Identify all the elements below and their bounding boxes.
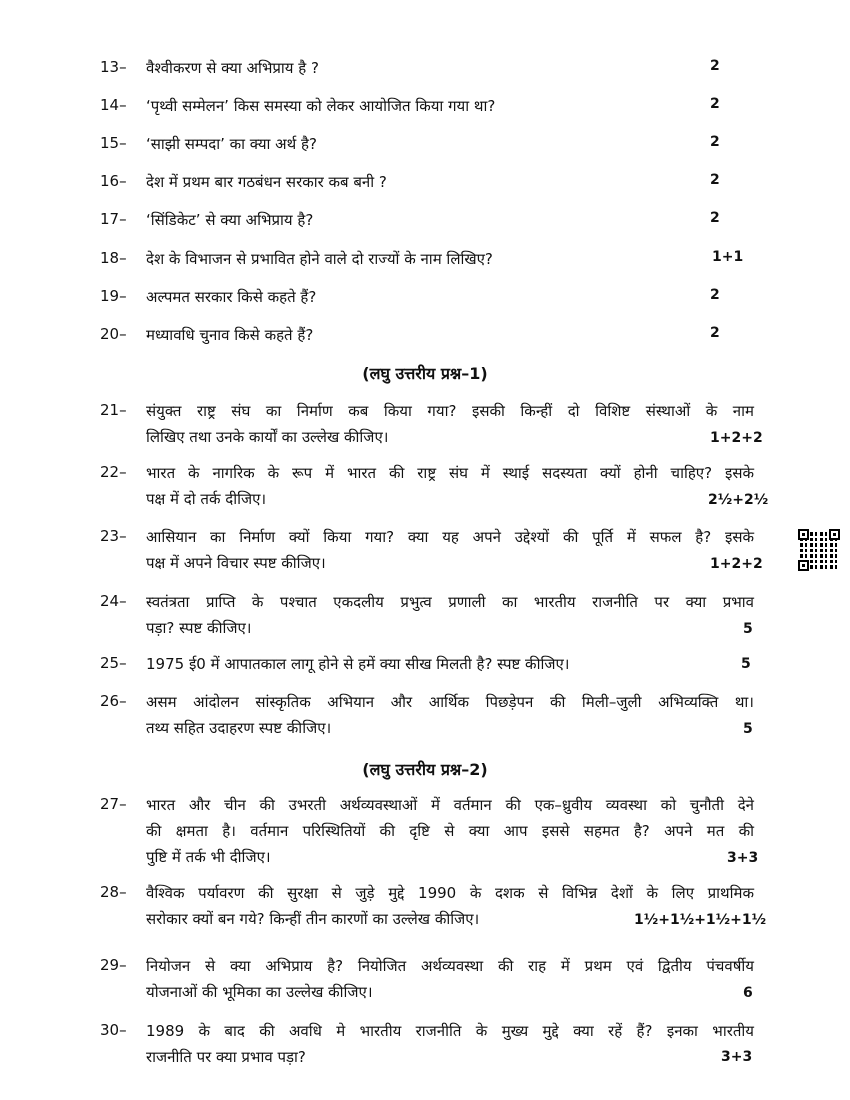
section-heading-2: (लघु उत्तरीय प्रश्न–2) [362,760,488,779]
question-marks: 1+2+2 [710,556,763,572]
question-marks: 3+3 [721,1049,753,1065]
question-number: 24– [100,592,127,610]
question-text-line: की क्षमता है। वर्तमान परिस्थितियों की दृष्टि से क्या आप इससे सहमत है? अपने मत की [146,822,754,840]
question-number: 14– [100,96,127,114]
question-number: 30– [100,1021,127,1039]
question-number: 26– [100,692,127,710]
question-number: 25– [100,654,127,672]
question-marks: 5 [743,621,753,637]
question-marks: 2½+2½ [708,492,769,508]
question-number: 20– [100,325,127,343]
question-number: 13– [100,58,127,76]
question-text-line: राजनीति पर क्या प्रभाव पड़ा? [146,1048,306,1066]
question-number: 28– [100,883,127,901]
question-text-line: वैश्विक पर्यावरण की सुरक्षा से जुड़े मुद्दे 1990 के दशक से विभिन्न देशों के लिए प्राथमिक [146,884,754,902]
qr-finder-icon [829,529,840,540]
question-marks: 5 [741,656,751,672]
question-number: 18– [100,249,127,267]
question-number: 23– [100,527,127,545]
question-number: 21– [100,401,127,419]
section-heading-1: (लघु उत्तरीय प्रश्न–1) [362,364,488,383]
question-marks: 2 [710,58,720,74]
question-text-line: योजनाओं की भूमिका का उल्लेख कीजिए। [146,983,373,1001]
question-text: अल्पमत सरकार किसे कहते हैं? [146,288,317,306]
question-number: 29– [100,956,127,974]
question-text-line: भारत और चीन की उभरती अर्थव्यवस्थाओं में वर्तमान की एक–ध्रुवीय व्यवस्था को चुनौती देने [146,796,754,814]
question-marks: 3+3 [727,850,759,866]
question-marks: 5 [743,721,753,737]
question-number: 15– [100,134,127,152]
question-marks: 1+1 [712,249,744,265]
qr-code-icon [798,529,840,571]
question-text: वैश्वीकरण से क्या अभिप्राय है ? [146,59,319,77]
question-text-line: पक्ष में दो तर्क दीजिए। [146,490,267,508]
question-marks: 2 [710,172,720,188]
question-marks: 2 [710,325,720,341]
question-text-line: लिखिए तथा उनके कार्यों का उल्लेख कीजिए। [146,428,389,446]
question-text: देश में प्रथम बार गठबंधन सरकार कब बनी ? [146,173,387,191]
question-text-line: पुष्टि में तर्क भी दीजिए। [146,848,271,866]
question-text-line: नियोजन से क्या अभिप्राय है? नियोजित अर्थव्यवस्था की राह में प्रथम एवं द्वितीय पंचवर्षीय [146,957,754,975]
question-number: 19– [100,287,127,305]
question-text-line: आसियान का निर्माण क्यों किया गया? क्या यह अपने उद्देश्यों की पूर्ति में सफल है? इसके [146,528,754,546]
question-text: ‘सिंडिकेट’ से क्या अभिप्राय है? [146,211,314,229]
question-marks: 6 [743,985,753,1001]
question-marks: 2 [710,287,720,303]
question-marks: 2 [710,134,720,150]
question-text-line: भारत के नागरिक के रूप में भारत की राष्ट्र संघ में स्थाई सदस्यता क्यों होनी चाहिए? इसके [146,464,754,482]
question-text-line: पक्ष में अपने विचार स्पष्ट कीजिए। [146,554,326,572]
question-number: 27– [100,795,127,813]
question-marks: 1½+1½+1½+1½ [634,912,767,928]
qr-finder-icon [798,560,809,571]
question-text-line: सरोकार क्यों बन गये? किन्हीं तीन कारणों का उल्लेख कीजिए। [146,910,480,928]
question-number: 22– [100,463,127,481]
question-marks: 2 [710,96,720,112]
question-text-line: तथ्य सहित उदाहरण स्पष्ट कीजिए। [146,719,332,737]
question-text-line: स्वतंत्रता प्राप्ति के पश्चात एकदलीय प्रभुत्व प्रणाली का भारतीय राजनीति पर क्या प्रभाव [146,593,754,611]
question-text-line: पड़ा? स्पष्ट कीजिए। [146,619,252,637]
question-marks: 1+2+2 [710,430,763,446]
question-number: 17– [100,210,127,228]
question-text-line: संयुक्त राष्ट्र संघ का निर्माण कब किया गया? इसकी किन्हीं दो विशिष्ट संस्थाओं के नाम [146,402,754,420]
question-number: 16– [100,172,127,190]
question-marks: 2 [710,210,720,226]
question-text: ‘साझी सम्पदा’ का क्या अर्थ है? [146,135,317,153]
question-text-line: 1989 के बाद की अवधि मे भारतीय राजनीति के मुख्य मुद्दे क्या रहें हैं? इनका भारतीय [146,1022,754,1040]
qr-finder-icon [798,529,809,540]
question-text-line: 1975 ई0 में आपातकाल लागू होने से हमें क्या सीख मिलती है? स्पष्ट कीजिए। [146,655,570,673]
question-text: देश के विभाजन से प्रभावित होने वाले दो राज्यों के नाम लिखिए? [146,250,493,268]
question-text: ‘पृथ्वी सम्मेलन’ किस समस्या को लेकर आयोजित किया गया था? [146,97,496,115]
question-text-line: असम आंदोलन सांस्कृतिक अभियान और आर्थिक पिछड़ेपन की मिली–जुली अभिव्यक्ति था। [146,693,754,711]
question-text: मध्यावधि चुनाव किसे कहते हैं? [146,326,314,344]
